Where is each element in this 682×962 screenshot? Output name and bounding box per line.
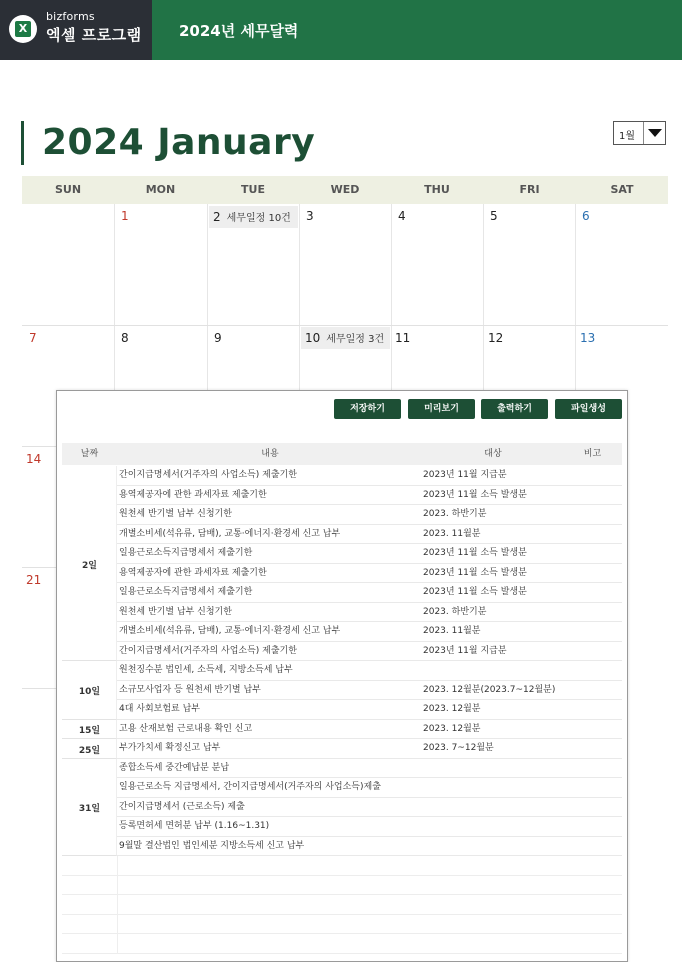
column-divider	[299, 204, 300, 390]
day-number: 2	[213, 210, 221, 224]
schedule-date: 15일	[78, 726, 101, 737]
schedule-row[interactable]	[117, 817, 622, 837]
schedule-table-header	[62, 443, 622, 465]
empty-table-row	[62, 856, 622, 876]
schedule-content: 용역제공자에 관한 과세자료 제출기한	[119, 567, 267, 578]
schedule-row[interactable]	[117, 778, 622, 798]
schedule-target: 2023. 11월분	[423, 528, 481, 539]
column-header-target: 대상	[484, 449, 502, 459]
schedule-target: 2023년 11월 소득 발생분	[423, 489, 527, 500]
week-divider	[22, 567, 56, 568]
day-cell-jan-9[interactable]: 9	[214, 331, 222, 345]
schedule-row[interactable]	[117, 681, 622, 701]
schedule-row[interactable]	[117, 720, 622, 740]
schedule-target: 2023. 12월분	[423, 704, 481, 714]
schedule-row[interactable]	[117, 583, 622, 603]
schedule-content: 등록면허세 면허분 납부 (1.16~1.31)	[119, 821, 270, 831]
empty-table-row	[62, 895, 622, 915]
schedule-target: 2023. 하반기분	[423, 509, 487, 519]
schedule-target: 2023년 11월 지급분	[423, 470, 507, 480]
dropdown-arrow-icon[interactable]	[643, 122, 665, 144]
save-button[interactable]: 저장하기	[334, 399, 401, 419]
schedule-date-cell	[62, 720, 117, 740]
weekday-tue: TUE	[241, 183, 265, 196]
schedule-target: 2023. 11월분	[423, 626, 481, 636]
empty-table-row	[62, 934, 622, 954]
schedule-date-cell	[62, 466, 117, 661]
day-cell-jan-12[interactable]: 12	[488, 331, 504, 345]
column-header-note: 비고	[583, 449, 602, 459]
schedule-date: 25일	[78, 745, 101, 756]
column-divider	[483, 204, 484, 390]
column-divider	[117, 895, 118, 915]
schedule-content: 간이지급명세서 (근로소득) 제출	[119, 801, 245, 812]
column-header-date: 날짜	[80, 449, 99, 459]
week-divider	[22, 325, 668, 326]
day-cell-jan-2[interactable]	[209, 206, 298, 228]
empty-table-row	[62, 915, 622, 935]
schedule-target: 2023년 11월 소득 발생분	[423, 587, 527, 597]
schedule-content: 용역제공자에 관한 과세자료 제출기한	[119, 489, 267, 500]
column-divider	[114, 204, 115, 390]
schedule-content: 원천세 반기별 납부 신청기한	[119, 606, 232, 617]
excel-icon: X	[9, 15, 37, 43]
schedule-content: 원천징수분 법인세, 소득세, 지방소득세 납부	[119, 665, 293, 675]
weekday-wed: WED	[330, 183, 360, 196]
tax-schedule-popup	[56, 390, 628, 962]
schedule-row[interactable]	[117, 544, 622, 564]
day-cell-jan-11[interactable]: 11	[395, 331, 411, 345]
page-title: 2024년 세무달력	[179, 22, 299, 40]
schedule-date-cell	[62, 739, 117, 759]
schedule-content: 4대 사회보험료 납부	[119, 704, 201, 714]
week-divider	[22, 688, 56, 689]
schedule-row[interactable]	[117, 837, 622, 857]
schedule-content: 9월말 결산법인 법인세분 지방소득세 신고 납부	[119, 840, 305, 851]
column-divider	[207, 204, 208, 390]
schedule-row[interactable]	[117, 505, 622, 525]
schedule-target: 2023년 11월 소득 발생분	[423, 567, 527, 578]
export-file-button[interactable]: 파일생성	[555, 399, 622, 419]
schedule-date: 10일	[78, 687, 101, 698]
weekday-thu: THU	[424, 183, 450, 196]
title-accent-bar	[21, 121, 24, 165]
schedule-row[interactable]	[117, 739, 622, 759]
column-divider	[117, 856, 118, 876]
month-dropdown-value: 1월	[619, 131, 636, 142]
tax-event-count-badge[interactable]: 세무일정 3건	[326, 334, 385, 345]
top-header	[0, 0, 682, 60]
day-cell-jan-3[interactable]: 3	[306, 209, 314, 223]
day-cell-jan-7[interactable]: 7	[29, 331, 37, 345]
day-cell-jan-6[interactable]: 6	[582, 209, 590, 223]
schedule-date-cell	[62, 661, 117, 720]
schedule-content: 원천세 반기별 납부 신청기한	[119, 509, 232, 519]
brand-logo[interactable]	[0, 0, 152, 60]
day-number: 10	[305, 331, 321, 345]
weekday-header	[22, 176, 668, 204]
schedule-content: 개별소비세(석유류, 담배), 교통·에너지·환경세 신고 납부	[119, 528, 341, 539]
schedule-target: 2023년 11월 지급분	[423, 645, 507, 656]
day-cell-jan-10[interactable]	[301, 327, 390, 349]
day-cell-jan-5[interactable]: 5	[490, 209, 498, 223]
schedule-row[interactable]	[117, 603, 622, 623]
day-cell-jan-4[interactable]: 4	[398, 209, 406, 223]
schedule-row[interactable]	[117, 466, 622, 486]
schedule-date-cell	[62, 759, 117, 857]
empty-table-row	[62, 876, 622, 896]
schedule-content: 일용근로소득지급명세서 제출기한	[119, 587, 253, 597]
schedule-row[interactable]	[117, 525, 622, 545]
column-divider	[575, 204, 576, 390]
column-divider	[117, 915, 118, 935]
tax-event-count-badge[interactable]: 세무일정 10건	[226, 213, 291, 224]
weekday-sun: SUN	[54, 183, 82, 196]
schedule-target: 2023. 7~12월분	[423, 743, 494, 753]
schedule-row[interactable]	[117, 564, 622, 584]
schedule-row[interactable]	[117, 759, 622, 779]
weekday-mon: MON	[145, 183, 176, 196]
schedule-target: 2023. 12월분	[423, 723, 481, 734]
schedule-row[interactable]	[117, 798, 622, 818]
column-header-content: 내용	[261, 449, 279, 459]
day-cell-jan-8[interactable]: 8	[121, 331, 129, 345]
schedule-row[interactable]	[117, 700, 622, 720]
column-divider	[117, 934, 118, 954]
month-title: 2024 January	[42, 122, 316, 163]
schedule-content: 종합소득세 중간예납분 분납	[119, 762, 230, 773]
schedule-content: 간이지급명세서(거주자의 사업소득) 제출기한	[119, 645, 297, 656]
schedule-target: 2023년 11월 소득 발생분	[423, 548, 527, 558]
schedule-date: 31일	[78, 804, 101, 815]
day-cell-jan-14[interactable]: 14	[26, 452, 42, 466]
preview-button[interactable]: 미리보기	[408, 399, 475, 419]
print-button[interactable]: 출력하기	[481, 399, 548, 419]
schedule-content: 소규모사업자 등 원천세 반기별 납부	[119, 684, 261, 695]
brand-subtitle: 엑셀 프로그램	[46, 26, 142, 44]
day-cell-jan-1[interactable]: 1	[121, 209, 129, 223]
weekday-fri: FRI	[519, 183, 540, 196]
schedule-content: 개별소비세(석유류, 담배), 교통·에너지·환경세 신고 납부	[119, 626, 341, 636]
schedule-target: 2023. 하반기분	[423, 606, 487, 617]
schedule-row[interactable]	[117, 661, 622, 681]
schedule-content: 간이지급명세서(거주자의 사업소득) 제출기한	[119, 470, 297, 480]
schedule-content: 고용 산재보험 근로내용 확인 신고	[119, 723, 253, 734]
schedule-content: 일용근로소득지급명세서 제출기한	[119, 548, 253, 558]
day-cell-jan-21[interactable]: 21	[26, 573, 42, 587]
schedule-content: 부가가치세 확정신고 납부	[119, 743, 221, 753]
month-dropdown[interactable]	[613, 121, 666, 145]
schedule-row[interactable]	[117, 642, 622, 662]
schedule-date: 2일	[82, 560, 97, 571]
column-divider	[117, 876, 118, 896]
schedule-row[interactable]	[117, 622, 622, 642]
brand-name: bizforms	[46, 10, 95, 23]
column-divider	[391, 204, 392, 390]
schedule-content: 일용근로소득 지급명세서, 간이지급명세서(거주자의 사업소득)제출	[119, 782, 381, 792]
weekday-sat: SAT	[610, 183, 634, 196]
schedule-target: 2023. 12월분(2023.7~12월분)	[423, 684, 556, 695]
schedule-row[interactable]	[117, 486, 622, 506]
week-divider	[22, 446, 56, 447]
day-cell-jan-13[interactable]: 13	[580, 331, 596, 345]
